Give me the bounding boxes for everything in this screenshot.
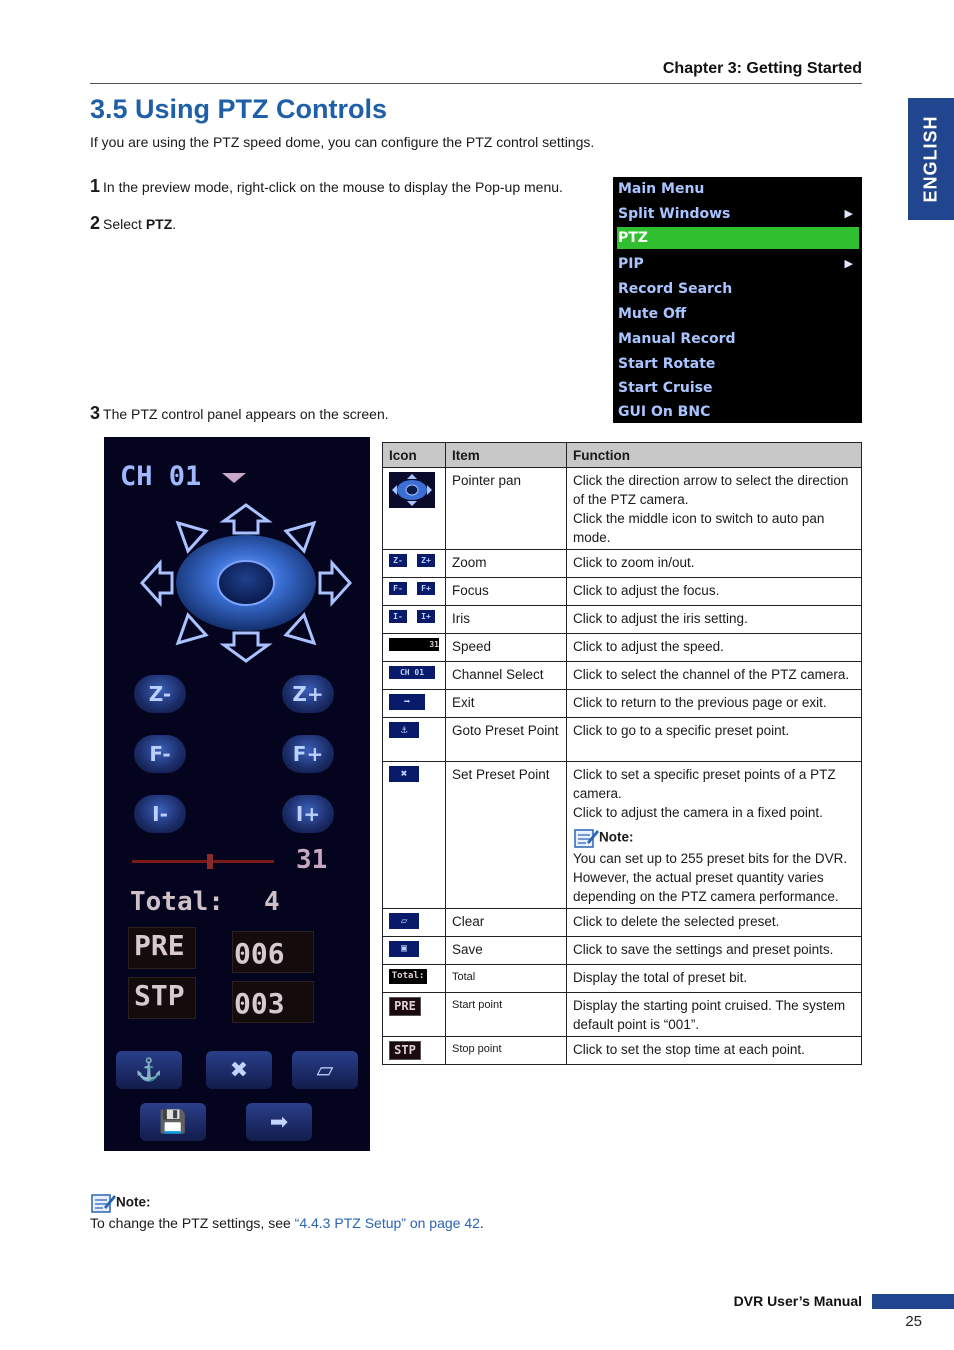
ptz-function-table [382, 442, 862, 1065]
set-preset-icon: ✖ [389, 766, 419, 782]
function-pointer-pan: Click the direction arrow to select the direction of the PTZ camera. Click the middle icon to switch to auto pan mode. [567, 468, 862, 550]
zoom-in-icon: Z+ [417, 554, 435, 567]
channel-select-icon: CH 01 [389, 666, 435, 679]
item-zoom: Zoom [446, 550, 567, 578]
function-channel-select: Click to select the channel of the PTZ camera. [567, 662, 862, 690]
note-text-end: . [479, 1215, 484, 1231]
item-pointer-pan: Pointer pan [446, 468, 567, 550]
speed-slider-thumb[interactable] [207, 854, 213, 869]
focus-minus-button[interactable]: F- [134, 735, 186, 773]
item-set-preset: Set Preset Point [446, 762, 567, 909]
item-save: Save [446, 937, 567, 965]
pointer-pan-icon [389, 472, 435, 508]
auto-pan-center-icon [218, 561, 274, 605]
table-row [383, 634, 862, 662]
menu-item-pip[interactable]: PIP ▶ [617, 253, 859, 275]
section-intro: If you are using the PTZ speed dome, you can configure the PTZ control settings. [90, 134, 595, 150]
item-total: Total [446, 965, 567, 993]
note-text: To change the PTZ settings, see [90, 1215, 295, 1231]
function-save: Click to save the settings and preset points. [567, 937, 862, 965]
chevron-down-icon [222, 473, 246, 483]
submenu-arrow-icon: ▶ [844, 257, 853, 270]
table-row [383, 578, 862, 606]
clear-preset-button[interactable] [292, 1051, 358, 1089]
function-iris: Click to adjust the iris setting. [567, 606, 862, 634]
step-text: The PTZ control panel appears on the screen. [103, 406, 389, 422]
table-header-row [383, 443, 862, 468]
section-title: 3.5 Using PTZ Controls [90, 94, 388, 124]
note-label: Note: [116, 1194, 151, 1210]
item-channel-select: Channel Select [446, 662, 567, 690]
table-row [383, 1037, 862, 1065]
menu-item-start-cruise[interactable]: Start Cruise [618, 380, 713, 396]
table-row [383, 690, 862, 718]
item-iris: Iris [446, 606, 567, 634]
table-row [383, 468, 862, 550]
function-clear: Click to delete the selected preset. [567, 909, 862, 937]
stp-value: 003 [234, 987, 285, 1020]
set-preset-button[interactable] [206, 1051, 272, 1089]
stop-point-icon: STP [389, 1041, 421, 1060]
exit-button[interactable] [246, 1103, 312, 1141]
zoom-in-button[interactable]: Z+ [282, 675, 334, 713]
table-row [383, 662, 862, 690]
goto-preset-icon: ⚓ [135, 1057, 163, 1082]
total-label: Total: [130, 887, 224, 917]
set-preset-note: Note: [573, 827, 855, 849]
function-zoom: Click to zoom in/out. [567, 550, 862, 578]
page-number: 25 [905, 1313, 922, 1330]
focus-plus-button[interactable]: F+ [282, 735, 334, 773]
menu-item-gui-on-bnc[interactable]: GUI On BNC [618, 404, 711, 420]
language-tab [908, 98, 954, 220]
table-row [383, 993, 862, 1037]
menu-item-start-rotate[interactable]: Start Rotate [618, 356, 716, 372]
exit-icon: ➡ [389, 694, 425, 710]
function-set-preset: Click to set a specific preset points of a PTZ camera. Click to adjust the camera in a fixed point. Note: You can set up to 255 preset bits for the DVR. However, the actual preset quantity varies depending on the PTZ camera performance. [567, 762, 862, 909]
save-icon: ▣ [389, 941, 419, 957]
table-row [383, 762, 862, 909]
total-icon: Total: [389, 969, 427, 984]
table-row [383, 718, 862, 762]
function-start-point: Display the starting point cruised. The system default point is “001”. [567, 993, 862, 1037]
function-speed: Click to adjust the speed. [567, 634, 862, 662]
step-text: In the preview mode, right-click on the mouse to display the Pop-up menu. [103, 179, 563, 195]
ptz-control-panel [104, 437, 370, 1151]
note-icon [573, 827, 599, 849]
channel-label: CH 01 [120, 461, 202, 492]
step-3 [90, 403, 389, 424]
focus-plus-icon: F+ [417, 582, 435, 595]
menu-item-split-windows[interactable]: Split Windows ▶ [617, 203, 859, 225]
item-exit: Exit [446, 690, 567, 718]
save-icon: 💾 [159, 1109, 187, 1134]
header-icon: Icon [383, 443, 446, 468]
arrow-right-icon [320, 563, 350, 603]
language-tab-label: ENGLISH [920, 115, 941, 203]
chapter-header: Chapter 3: Getting Started [662, 60, 862, 77]
item-focus: Focus [446, 578, 567, 606]
set-preset-icon: ✖ [229, 1057, 249, 1082]
goto-preset-button[interactable] [116, 1051, 182, 1089]
iris-plus-icon: I+ [417, 610, 435, 623]
item-goto-preset: Goto Preset Point [446, 718, 567, 762]
menu-item-main-menu[interactable]: Main Menu [618, 181, 705, 197]
speed-slider[interactable] [132, 860, 274, 863]
submenu-arrow-icon: ▶ [844, 207, 853, 220]
step-number: 2 [90, 213, 101, 233]
step-1 [90, 176, 563, 197]
item-speed: Speed [446, 634, 567, 662]
item-start-point: Start point [446, 993, 567, 1037]
footer-manual-title: DVR User’s Manual [733, 1293, 862, 1309]
zoom-out-button[interactable]: Z- [134, 675, 186, 713]
speed-value: 31 [296, 845, 328, 875]
arrow-down-icon [224, 633, 268, 661]
step-2 [90, 213, 176, 234]
step-number: 3 [90, 403, 101, 423]
arrow-left-icon [142, 563, 172, 603]
total-value: 4 [264, 887, 280, 917]
focus-minus-icon: F- [389, 582, 407, 595]
header-function: Function [567, 443, 862, 468]
channel-select[interactable] [120, 461, 246, 492]
table-row [383, 909, 862, 937]
footer-bar [872, 1294, 954, 1309]
goto-preset-icon: ⚓ [389, 722, 419, 738]
start-point-icon: PRE [389, 997, 421, 1016]
table-row [383, 550, 862, 578]
menu-item-manual-record[interactable]: Manual Record [618, 331, 736, 347]
menu-item-record-search[interactable]: Record Search [618, 281, 733, 297]
item-clear: Clear [446, 909, 567, 937]
function-stop-point: Click to set the stop time at each point. [567, 1037, 862, 1065]
pre-value: 006 [234, 937, 285, 970]
note-icon [90, 1192, 116, 1214]
function-total: Display the total of preset bit. [567, 965, 862, 993]
function-exit: Click to return to the previous page or exit. [567, 690, 862, 718]
step-text-bold: PTZ [145, 216, 173, 232]
item-stop-point: Stop point [446, 1037, 567, 1065]
iris-minus-button[interactable]: I- [134, 795, 186, 833]
pointer-pan-pad[interactable] [138, 503, 354, 663]
step-text-end: . [172, 216, 177, 232]
clear-icon: ▱ [389, 913, 419, 929]
header-rule [90, 83, 862, 84]
menu-item-mute-off[interactable]: Mute Off [618, 306, 687, 322]
pre-label: PRE [134, 929, 185, 962]
zoom-out-icon: Z- [389, 554, 407, 567]
eraser-icon: ▱ [316, 1057, 334, 1082]
arrow-up-icon [224, 505, 268, 533]
header-item: Item [446, 443, 567, 468]
iris-minus-icon: I- [389, 610, 407, 623]
menu-item-ptz[interactable]: PTZ [617, 227, 859, 249]
step-text: Select [103, 216, 146, 232]
bottom-note [90, 1192, 484, 1231]
popup-menu [613, 177, 862, 423]
step-number: 1 [90, 176, 101, 196]
function-goto-preset: Click to go to a specific preset point. [567, 718, 862, 762]
exit-arrow-icon: ➡ [269, 1109, 289, 1134]
table-row [383, 606, 862, 634]
stp-label: STP [134, 979, 185, 1012]
save-button[interactable] [140, 1103, 206, 1141]
function-focus: Click to adjust the focus. [567, 578, 862, 606]
ptz-setup-link[interactable]: “4.4.3 PTZ Setup” on page 42 [294, 1215, 480, 1231]
iris-plus-button[interactable]: I+ [282, 795, 334, 833]
table-row [383, 937, 862, 965]
speed-icon: 31 [389, 638, 439, 651]
table-row [383, 965, 862, 993]
